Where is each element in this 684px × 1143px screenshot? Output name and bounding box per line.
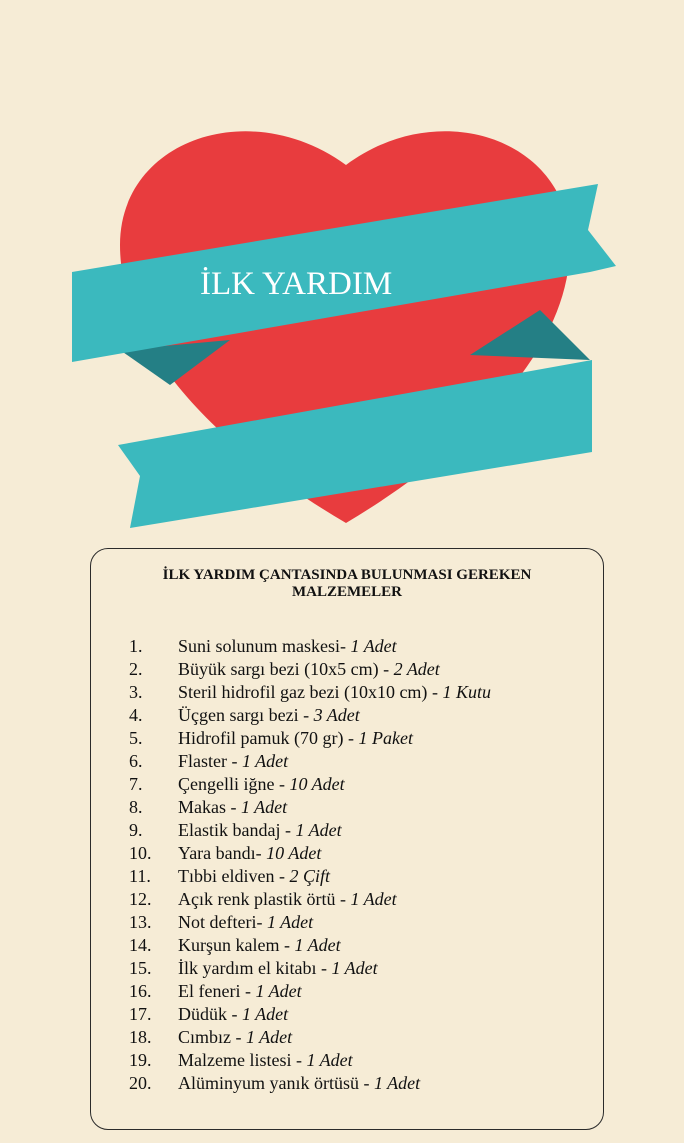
list-item <box>129 1072 589 1095</box>
list-item-quantity: 10 Adet <box>266 843 322 863</box>
list-item-name: Cımbız <box>178 1027 231 1047</box>
list-item-number: 5. <box>129 728 143 748</box>
list-item-separator: - <box>280 820 296 840</box>
list-item-number: 13. <box>129 912 152 932</box>
list-item-separator: - <box>335 889 351 909</box>
list-item-separator: - <box>240 981 256 1001</box>
list-item-separator: - <box>279 935 295 955</box>
list-item-number: 2. <box>129 659 143 679</box>
list-item <box>129 911 589 934</box>
list-item-number: 16. <box>129 981 152 1001</box>
list-item-number: 8. <box>129 797 143 817</box>
list-item-quantity: 1 Adet <box>295 820 342 840</box>
list-item-separator: - <box>291 1050 307 1070</box>
list-item-number: 9. <box>129 820 143 840</box>
list-item <box>129 865 589 888</box>
list-item-name: Büyük sargı bezi (10x5 cm) <box>178 659 379 679</box>
list-item-name: Yara bandı <box>178 843 256 863</box>
list-item-separator: - <box>298 705 314 725</box>
list-item <box>129 635 589 658</box>
list-item-quantity: 1 Adet <box>242 751 289 771</box>
list-item <box>129 1026 589 1049</box>
list-item <box>129 819 589 842</box>
list-item-name: Çengelli iğne <box>178 774 275 794</box>
list-item-quantity: 1 Adet <box>350 636 397 656</box>
list-item-separator: - <box>231 1027 246 1047</box>
list-item-quantity: 2 Çift <box>289 866 330 886</box>
list-item-name: Not defteri <box>178 912 257 932</box>
list-item <box>129 1049 589 1072</box>
list-item-separator: - <box>427 682 443 702</box>
list-item-number: 11. <box>129 866 151 886</box>
list-item-separator: - <box>255 843 267 863</box>
list-item <box>129 888 589 911</box>
list-item-number: 14. <box>129 935 152 955</box>
list-item-quantity: 1 Adet <box>350 889 397 909</box>
list-item-name: Suni solunum maskesi <box>178 636 341 656</box>
list-item <box>129 1003 589 1026</box>
list-item-quantity: 1 Adet <box>241 797 288 817</box>
list-item-number: 3. <box>129 682 143 702</box>
list-item-name: Elastik bandaj <box>178 820 281 840</box>
supplies-card <box>90 548 604 1130</box>
list-item-number: 7. <box>129 774 143 794</box>
list-item <box>129 704 589 727</box>
list-item-separator: - <box>227 751 242 771</box>
list-item-name: Düdük <box>178 1004 227 1024</box>
list-item-name: Tıbbi eldiven <box>178 866 275 886</box>
list-item-quantity: 10 Adet <box>289 774 345 794</box>
list-item-name: Malzeme listesi <box>178 1050 292 1070</box>
list-item-name: Açık renk plastik örtü <box>178 889 336 909</box>
list-item-separator: - <box>227 1004 242 1024</box>
list-item <box>129 957 589 980</box>
hero-title: İLK YARDIM <box>200 266 393 302</box>
list-item <box>129 980 589 1003</box>
hero-illustration <box>0 0 684 540</box>
list-item-separator: - <box>226 797 241 817</box>
list-item-number: 1. <box>129 636 143 656</box>
list-item-number: 6. <box>129 751 143 771</box>
list-item-name: El feneri <box>178 981 241 1001</box>
list-item-name: İlk yardım el kitabı <box>178 958 317 978</box>
list-item <box>129 773 589 796</box>
list-item-quantity: 1 Adet <box>266 912 314 932</box>
list-item-quantity: 1 Adet <box>294 935 341 955</box>
list-item-name: Makas <box>178 797 226 817</box>
list-item-quantity: 1 Kutu <box>442 682 491 702</box>
list-item-number: 20. <box>129 1073 152 1093</box>
card-heading: İLK YARDIM ÇANTASINDA BULUNMASI GEREKEN MALZEMELER <box>162 567 532 600</box>
list-item <box>129 658 589 681</box>
list-item-name: Kurşun kalem <box>178 935 280 955</box>
list-item-quantity: 1 Adet <box>331 958 378 978</box>
list-item-number: 15. <box>129 958 152 978</box>
list-item-number: 18. <box>129 1027 152 1047</box>
list-item <box>129 727 589 750</box>
list-item-separator: - <box>343 728 359 748</box>
list-item-quantity: 3 Adet <box>313 705 360 725</box>
list-item <box>129 796 589 819</box>
list-item-quantity: 1 Adet <box>306 1050 353 1070</box>
list-item-name: Flaster <box>178 751 227 771</box>
list-item-number: 17. <box>129 1004 152 1024</box>
list-item-separator: - <box>378 659 394 679</box>
list-item-separator: - <box>316 958 332 978</box>
list-item-separator: - <box>359 1073 374 1093</box>
list-item <box>129 934 589 957</box>
list-item <box>129 842 589 865</box>
list-item-name: Üçgen sargı bezi <box>178 705 299 725</box>
list-item-quantity: 1 Adet <box>374 1073 421 1093</box>
list-item-number: 10. <box>129 843 152 863</box>
list-item-name: Hidrofil pamuk (70 gr) <box>178 728 344 748</box>
list-item-quantity: 1 Paket <box>358 728 413 748</box>
list-item-name: Alüminyum yanık örtüsü <box>178 1073 359 1093</box>
list-item-number: 4. <box>129 705 143 725</box>
list-item-quantity: 1 Adet <box>255 981 302 1001</box>
list-item-separator: - <box>340 636 351 656</box>
list-item-separator: - <box>256 912 267 932</box>
list-item-separator: - <box>274 866 290 886</box>
list-item-quantity: 1 Adet <box>246 1027 293 1047</box>
supply-list <box>129 635 589 1095</box>
list-item-number: 12. <box>129 889 152 909</box>
list-item <box>129 681 589 704</box>
list-item-name: Steril hidrofil gaz bezi (10x10 cm) <box>178 682 428 702</box>
list-item <box>129 750 589 773</box>
list-item-separator: - <box>274 774 290 794</box>
list-item-quantity: 1 Adet <box>242 1004 289 1024</box>
list-item-quantity: 2 Adet <box>393 659 440 679</box>
list-item-number: 19. <box>129 1050 152 1070</box>
